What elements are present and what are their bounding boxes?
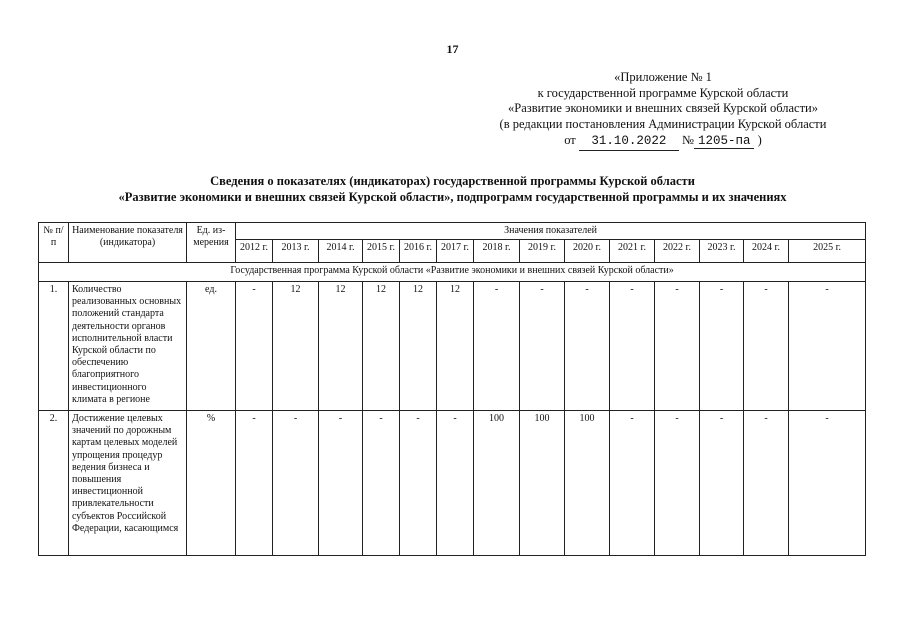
unit-of-measure: %: [187, 411, 236, 556]
number-prefix: №: [682, 133, 694, 147]
indicator-value: -: [520, 282, 565, 411]
col-header-num: № п/п: [39, 223, 69, 263]
indicator-value: -: [363, 411, 400, 556]
indicator-name: Достижение целевых значений по дорожным картам целевых моделей упрощения процедур ведения бизнеса и повышения инвестиционной привлекательности субъектов Российской Федерации, касающимся: [69, 411, 187, 556]
unit-of-measure: ед.: [187, 282, 236, 411]
indicator-value: 12: [437, 282, 474, 411]
appendix-line-3: «Развитие экономики и внешних связей Курской области»: [508, 101, 818, 115]
indicator-value: 12: [400, 282, 437, 411]
year-header-4: 2016 г.: [400, 240, 437, 263]
indicator-name: Количество реализованных основных положений стандарта деятельности органов исполнительной власти Курской области по обеспечению благоприятного инвестиционного климата в регионе: [69, 282, 187, 411]
indicator-value: -: [700, 411, 744, 556]
indicator-value: 100: [520, 411, 565, 556]
indicator-value: -: [744, 411, 789, 556]
indicator-value: 100: [565, 411, 610, 556]
year-header-9: 2021 г.: [610, 240, 655, 263]
year-header-2: 2014 г.: [319, 240, 363, 263]
indicator-value: -: [655, 411, 700, 556]
indicators-table: [38, 222, 866, 556]
indicator-value: 100: [474, 411, 520, 556]
year-header-12: 2024 г.: [744, 240, 789, 263]
col-header-values: Значения показателей: [236, 223, 866, 240]
col-header-unit: Ед. из-мерения: [187, 223, 236, 263]
appendix-header: [483, 70, 843, 151]
indicator-value: 12: [319, 282, 363, 411]
appendix-line-1: «Приложение № 1: [614, 70, 712, 84]
row-number: 1.: [39, 282, 69, 411]
row-number: 2.: [39, 411, 69, 556]
resolution-number: 1205-па: [694, 134, 755, 149]
title-line-2: «Развитие экономики и внешних связей Курской области», подпрограмм государственной программы и их значениях: [118, 190, 787, 204]
page-number: 17: [446, 42, 459, 56]
year-header-10: 2022 г.: [655, 240, 700, 263]
indicator-value: 12: [363, 282, 400, 411]
indicator-value: -: [610, 282, 655, 411]
year-header-13: 2025 г.: [789, 240, 866, 263]
indicator-value: -: [319, 411, 363, 556]
indicator-value: -: [400, 411, 437, 556]
table-row: [39, 411, 866, 556]
indicator-value: -: [437, 411, 474, 556]
closing-paren: ): [757, 133, 762, 147]
col-header-name: Наименование показателя (индикатора): [69, 223, 187, 263]
indicator-value: -: [655, 282, 700, 411]
indicator-value: -: [273, 411, 319, 556]
appendix-line-2: к государственной программе Курской области: [537, 85, 789, 100]
table-row: [39, 282, 866, 411]
indicator-value: -: [610, 411, 655, 556]
year-header-3: 2015 г.: [363, 240, 400, 263]
section-title: Государственная программа Курской области «Развитие экономики и внешних связей Курской области»: [39, 263, 866, 282]
indicator-value: -: [474, 282, 520, 411]
document-title: [40, 173, 865, 205]
year-header-1: 2013 г.: [273, 240, 319, 263]
indicator-value: -: [236, 282, 273, 411]
appendix-line-4: (в редакции постановления Администрации Курской области: [499, 116, 827, 131]
indicator-value: -: [700, 282, 744, 411]
indicator-value: 12: [273, 282, 319, 411]
indicator-value: -: [236, 411, 273, 556]
indicator-value: -: [789, 411, 866, 556]
indicator-value: -: [789, 282, 866, 411]
resolution-date-line: [483, 133, 843, 151]
date-prefix: от: [564, 133, 576, 147]
year-header-6: 2018 г.: [474, 240, 520, 263]
indicator-value: -: [565, 282, 610, 411]
title-line-1: Сведения о показателях (индикаторах) государственной программы Курской области: [210, 174, 695, 188]
year-header-0: 2012 г.: [236, 240, 273, 263]
resolution-date: 31.10.2022: [579, 134, 679, 151]
year-header-7: 2019 г.: [520, 240, 565, 263]
year-header-8: 2020 г.: [565, 240, 610, 263]
year-header-5: 2017 г.: [437, 240, 474, 263]
year-header-11: 2023 г.: [700, 240, 744, 263]
indicator-value: -: [744, 282, 789, 411]
